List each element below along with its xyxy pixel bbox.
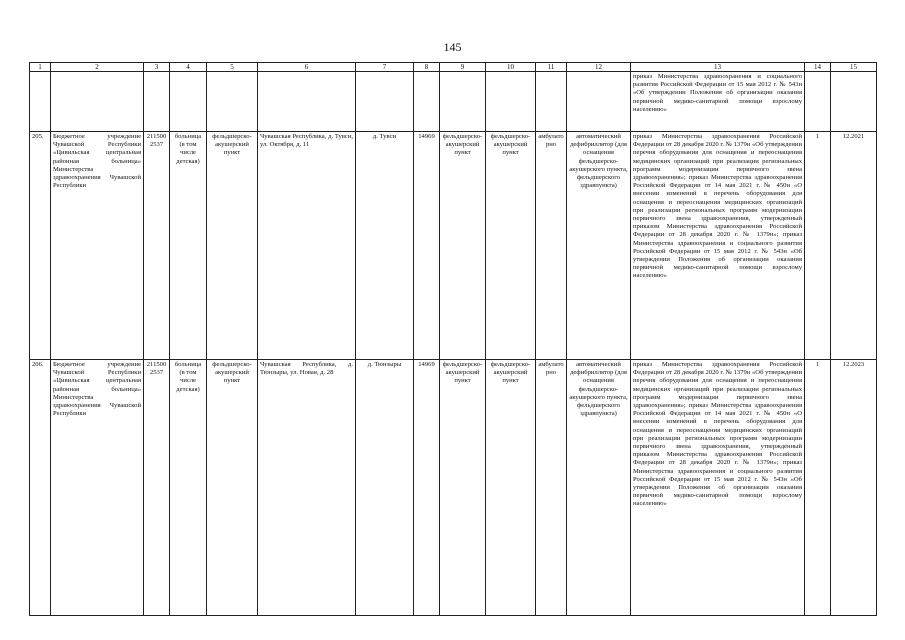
structural-unit-cell: фельдшерско-акушерский пункт bbox=[440, 132, 486, 360]
equipment-cell: автоматический дефибриллятор (для оснащения фельдшерско-акушерского пункта, фельдшерского здравпункта) bbox=[567, 360, 631, 616]
quantity-cell: 1 bbox=[805, 360, 831, 616]
structural-unit-cell: фельдшерско-акушерский пункт bbox=[440, 360, 486, 616]
unit-type-cell: фельдшерско-акушерский пункт bbox=[207, 132, 258, 360]
organization-name: Бюджетное учреждение Чувашской Республики «Цивильская центральная районная больница» Министерства здравоохранения Чувашской Республики bbox=[51, 132, 144, 360]
table-row bbox=[30, 132, 877, 360]
quantity-cell: 1 bbox=[805, 132, 831, 360]
header-cell: 14 bbox=[805, 63, 831, 72]
continuation-row bbox=[30, 72, 877, 132]
row-number: 205. bbox=[30, 132, 51, 360]
care-condition-cell: амбулаторно bbox=[536, 132, 567, 360]
date-cell: 12.2021 bbox=[831, 132, 877, 360]
organization-name: Бюджетное учреждение Чувашской Республики «Цивильская центральная районная больница» Министерства здравоохранения Чувашской Республики bbox=[51, 360, 144, 616]
data-table bbox=[29, 62, 877, 616]
profile-cell: фельдшерско-акушерский пункт bbox=[486, 360, 536, 616]
address-cell: Чувашская Республика, д. Тувси, ул. Октября, д. 11 bbox=[258, 132, 356, 360]
unit-type-cell: фельдшерско-акушерский пункт bbox=[207, 360, 258, 616]
header-cell: 15 bbox=[831, 63, 877, 72]
header-row bbox=[30, 63, 877, 72]
header-cell: 1 bbox=[30, 63, 51, 72]
header-cell: 12 bbox=[567, 63, 631, 72]
header-cell: 5 bbox=[207, 63, 258, 72]
header-cell: 13 bbox=[631, 63, 805, 72]
legal-basis-cell: приказ Министерства здравоохранения и социального развития Российской Федерации от 15 мая 2012 г. № 543н «Об утверждении Положения об организации оказания первичной медико-санитарной помощи взрослому населению» bbox=[631, 72, 805, 132]
care-condition-cell: амбулаторно bbox=[536, 360, 567, 616]
locality-cell: д. Тюнзыры bbox=[356, 360, 414, 616]
org-type-cell: больница (в том числе детская) bbox=[170, 132, 207, 360]
equipment-cell: автоматический дефибриллятор (для оснащения фельдшерско-акушерского пункта, фельдшерского здравпункта) bbox=[567, 132, 631, 360]
profile-cell: фельдшерско-акушерский пункт bbox=[486, 132, 536, 360]
header-cell: 11 bbox=[536, 63, 567, 72]
header-cell: 4 bbox=[170, 63, 207, 72]
header-cell: 8 bbox=[414, 63, 440, 72]
header-cell: 6 bbox=[258, 63, 356, 72]
code-cell: 14969 bbox=[414, 132, 440, 360]
header-cell: 9 bbox=[440, 63, 486, 72]
header-cell: 2 bbox=[51, 63, 144, 72]
org-type-cell: больница (в том числе детская) bbox=[170, 360, 207, 616]
header-cell: 3 bbox=[144, 63, 170, 72]
locality-cell: д. Тувси bbox=[356, 132, 414, 360]
row-number: 206. bbox=[30, 360, 51, 616]
header-cell: 10 bbox=[486, 63, 536, 72]
code-cell: 14969 bbox=[414, 360, 440, 616]
inn-cell: 2115002537 bbox=[144, 132, 170, 360]
inn-cell: 2115002537 bbox=[144, 360, 170, 616]
header-cell: 7 bbox=[356, 63, 414, 72]
legal-basis-cell: приказ Министерства здравоохранения Российской Федерации от 28 декабря 2020 г. № 1379н «Об утверждении перечня оборудования для оснащения и переоснащения медицинских организаций при реализации региональных программ модернизации первичного звена здравоохранения»; приказ Министерства здравоохранения Российской Федерации от 14 мая 2021 г. № 450н «О внесении изменений в перечень оборудования для оснащения и переоснащения медицинских организаций при реализации региональных программ модернизации первичного звена здравоохранения, утвержденный приказом Министерства здравоохранения Российской Федерации от 28 декабря 2020 г. № 1379н»; приказ Министерства здравоохранения и социального развития Российской Федерации от 15 мая 2012 г. № 543н «Об утверждении Положения об организации оказания первичной медико-санитарной помощи взрослому населению» bbox=[631, 360, 805, 616]
page-number: 145 bbox=[443, 40, 462, 54]
date-cell: 12.2023 bbox=[831, 360, 877, 616]
table-row bbox=[30, 360, 877, 616]
address-cell: Чувашская Республика, д. Тюнзыры, ул. Новая, д. 28 bbox=[258, 360, 356, 616]
legal-basis-cell: приказ Министерства здравоохранения Российской Федерации от 28 декабря 2020 г. № 1379н «Об утверждении перечня оборудования для оснащения и переоснащения медицинских организаций при реализации региональных программ модернизации первичного звена здравоохранения»; приказ Министерства здравоохранения Российской Федерации от 14 мая 2021 г. № 450н «О внесении изменений в перечень оборудования для оснащения и переоснащения медицинских организаций при реализации региональных программ модернизации первичного звена здравоохранения, утвержденный приказом Министерства здравоохранения Российской Федерации от 28 декабря 2020 г. № 1379н»; приказ Министерства здравоохранения и социального развития Российской Федерации от 15 мая 2012 г. № 543н «Об утверждении Положения об организации оказания первичной медико-санитарной помощи взрослому населению» bbox=[631, 132, 805, 360]
